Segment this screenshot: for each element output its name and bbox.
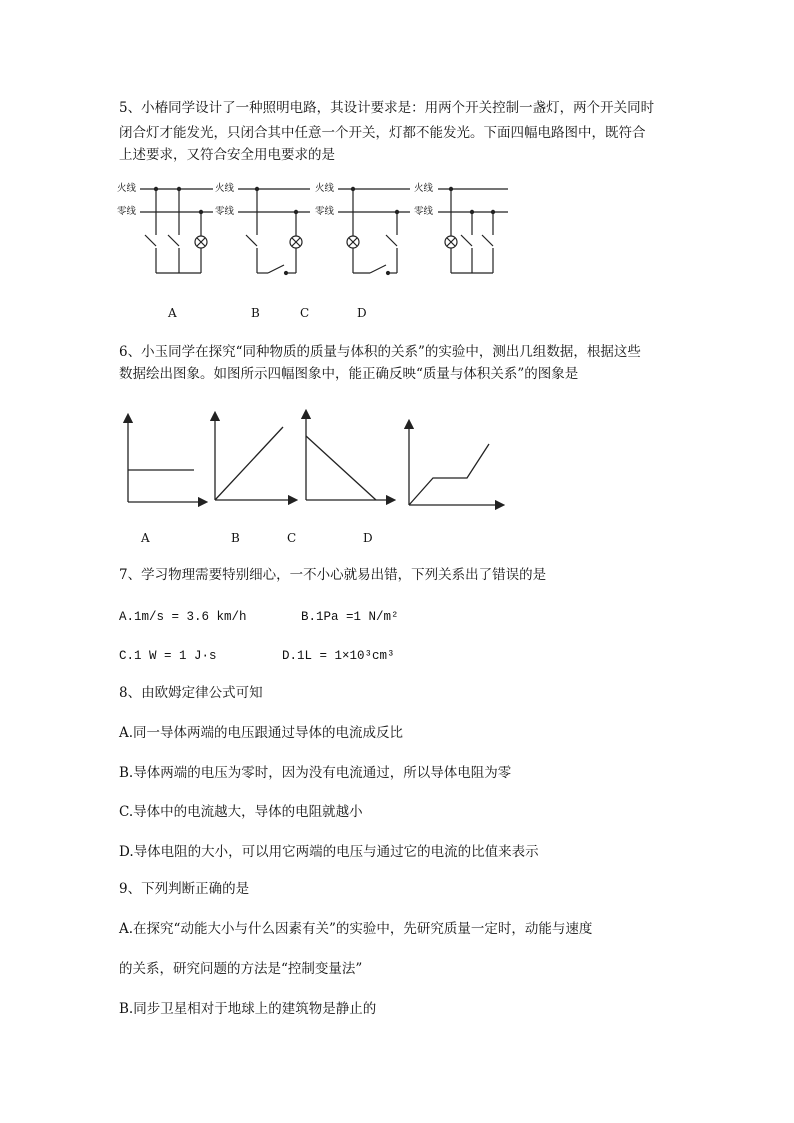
q6-label-a: A bbox=[141, 531, 150, 545]
q5-label-d: D bbox=[357, 306, 367, 320]
q5-label-c: C bbox=[300, 306, 310, 320]
q6-line-1: 6、小玉同学在探究“同种物质的质量与体积的关系”的实验中，测出几组数据，根据这些 bbox=[119, 344, 641, 360]
graph-c bbox=[306, 414, 391, 500]
neutral-wire-label: 零线 bbox=[117, 206, 137, 217]
q7-stem: 7、学习物理需要特别细心，一不小心就易出错，下列关系出了错误的是 bbox=[119, 567, 547, 583]
live-wire-label: 火线 bbox=[117, 183, 137, 194]
q9-option-a-line-2: 的关系，研究问题的方法是“控制变量法” bbox=[119, 961, 363, 977]
q8-stem: 8、由欧姆定律公式可知 bbox=[119, 685, 263, 701]
q7-option-b: B.1Pa =1 N/m² bbox=[301, 610, 399, 624]
graph-d bbox=[409, 424, 500, 505]
graph-b bbox=[215, 416, 293, 500]
q9-option-b: B.同步卫星相对于地球上的建筑物是静止的 bbox=[119, 1001, 377, 1017]
q5-line-1: 5、小椿同学设计了一种照明电路，其设计要求是：用两个开关控制一盏灯，两个开关同时 bbox=[119, 100, 655, 116]
q5-label-b: B bbox=[251, 306, 260, 320]
q7-option-c: C.1 W = 1 J·s bbox=[119, 649, 217, 663]
q6-label-d: D bbox=[363, 531, 373, 545]
q9-option-a-line-1: A.在探究“动能大小与什么因素有关”的实验中，先研究质量一定时，动能与速度 bbox=[119, 921, 593, 937]
q7-option-a: A.1m/s = 3.6 km/h bbox=[119, 610, 247, 624]
live-wire-label: 火线 bbox=[215, 183, 235, 194]
q8-option-c: C.导体中的电流越大，导体的电阻就越小 bbox=[119, 804, 363, 820]
graph-a bbox=[128, 418, 203, 502]
q8-option-d: D.导体电阻的大小，可以用它两端的电压与通过它的电流的比值来表示 bbox=[119, 844, 539, 860]
q9-stem: 9、下列判断正确的是 bbox=[119, 881, 250, 897]
live-wire-label: 火线 bbox=[414, 183, 434, 194]
q8-option-b: B.导体两端的电压为零时，因为没有电流通过，所以导体电阻为零 bbox=[119, 765, 512, 781]
live-wire-label: 火线 bbox=[315, 183, 335, 194]
neutral-wire-label: 零线 bbox=[315, 206, 335, 217]
q6-line-2: 数据绘出图象。如图所示四幅图象中，能正确反映“质量与体积关系”的图象是 bbox=[119, 366, 579, 382]
q7-option-d: D.1L = 1×10³cm³ bbox=[282, 649, 395, 663]
q6-label-b: B bbox=[231, 531, 240, 545]
neutral-wire-label: 零线 bbox=[215, 206, 235, 217]
q5-label-a: A bbox=[168, 306, 177, 320]
q5-line-3: 上述要求，又符合安全用电要求的是 bbox=[119, 147, 335, 163]
neutral-wire-label: 零线 bbox=[414, 206, 434, 217]
q8-option-a: A.同一导体两端的电压跟通过导体的电流成反比 bbox=[119, 725, 404, 741]
q5-line-2: 闭合灯才能发光，只闭合其中任意一个开关，灯都不能发光。下面四幅电路图中，既符合 bbox=[119, 125, 646, 141]
q6-label-c: C bbox=[287, 531, 297, 545]
